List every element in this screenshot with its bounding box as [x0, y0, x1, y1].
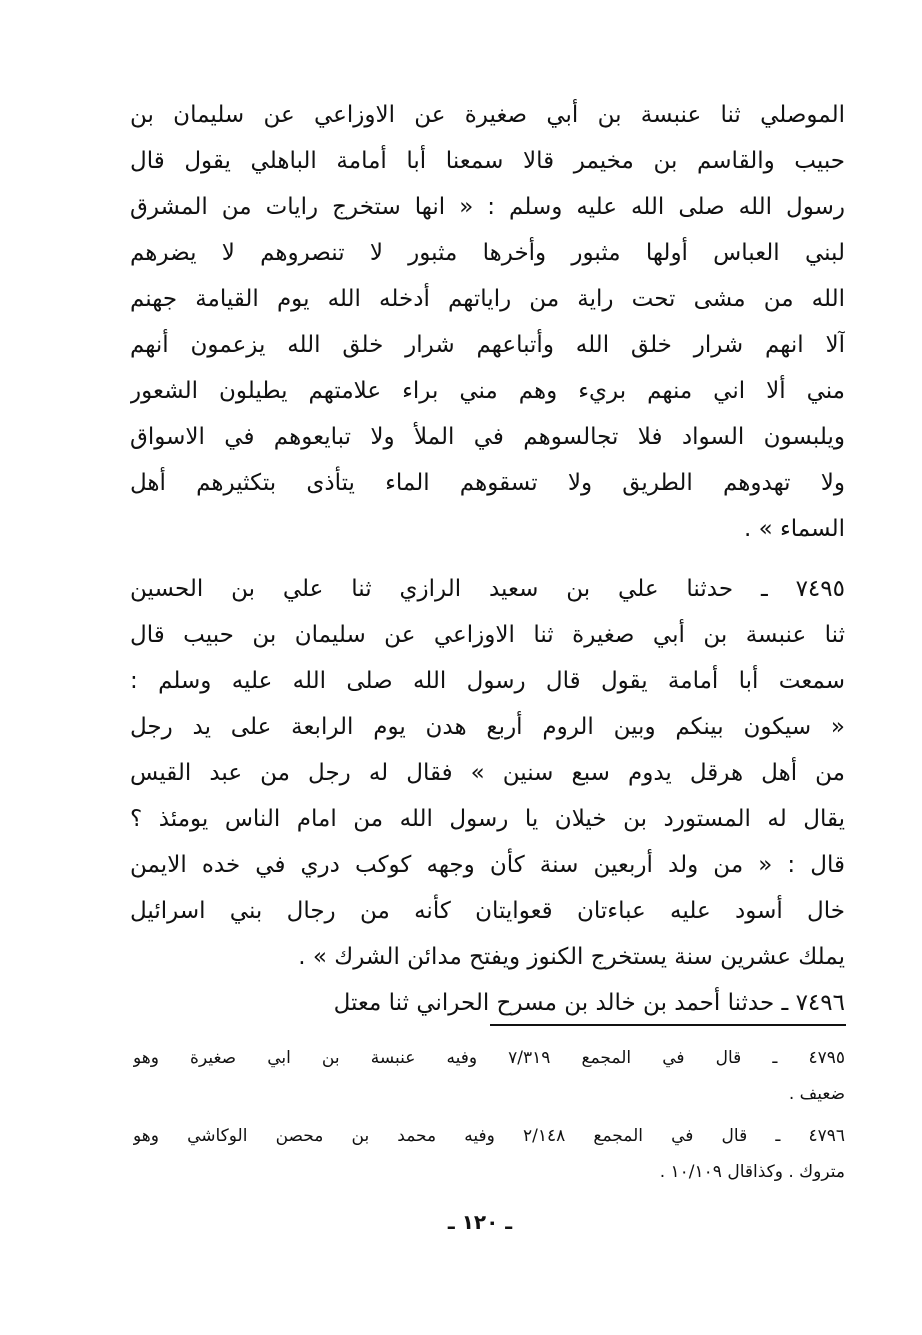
paragraph-hadith-continuation — [130, 92, 845, 552]
text-line: ثنا عنبسة بن أبي صغيرة ثنا الاوزاعي عن سليمان بن حبيب قال — [130, 622, 845, 648]
text-line: « سيكون بينكم وبين الروم أربع هدن يوم الرابعة على يد رجل — [130, 714, 845, 740]
text-line: ولا تهدوهم الطريق ولا تسقوهم الماء يتأذى بتكثيرهم أهل — [130, 470, 845, 496]
main-text-block — [130, 92, 845, 1026]
footnote-line: ضعيف . — [788, 1084, 845, 1104]
paragraph-hadith-7495 — [130, 566, 845, 980]
text-line: الله من مشى تحت راية من راياتهم أدخله الله يوم القيامة جهنم — [130, 286, 845, 312]
text-line: رسول الله صلى الله عليه وسلم : « انها ستخرج رايات من المشرق — [130, 194, 845, 220]
footnotes-block — [133, 1040, 845, 1190]
text-line: الموصلي ثنا عنبسة بن أبي صغيرة عن الاوزاعي عن سليمان بن — [130, 102, 845, 128]
text-line: ويلبسون السواد فلا تجالسوهم في الملأ ولا تبايعوهم في الاسواق — [130, 424, 845, 450]
text-line: ٧٤٩٥ ـ حدثنا علي بن سعيد الرازي ثنا علي بن الحسين — [130, 576, 845, 602]
page-number: ـ ١٢٠ ـ — [447, 1210, 513, 1234]
text-line: لبني العباس أولها مثبور وأخرها مثبور لا تنصروهم لا يضرهم — [130, 240, 845, 266]
footnote-4795 — [133, 1040, 845, 1112]
text-line: السماء » . — [743, 516, 845, 542]
text-line: يقال له المستورد بن خيلان يا رسول الله من امام الناس يومئذ ؟ — [130, 806, 845, 832]
text-line: ٧٤٩٦ ـ حدثنا أحمد بن خالد بن مسرح الحراني ثنا معتل — [333, 990, 845, 1016]
text-line: مني ألا اني منهم بريء وهم مني براء علامتهم يطيلون الشعور — [130, 378, 845, 404]
footnote-4796 — [133, 1118, 845, 1190]
text-line: آلا انهم شرار خلق الله وأتباعهم شرار خلق الله يزعمون أنهم — [130, 332, 845, 358]
text-line: من أهل هرقل يدوم سبع سنين » فقال له رجل من عبد القيس — [130, 760, 845, 786]
text-line: سمعت أبا أمامة يقول قال رسول الله صلى الله عليه وسلم : — [130, 668, 845, 694]
paragraph-hadith-7496 — [130, 980, 845, 1026]
text-line: خال أسود عليه عباءتان قعوايتان كأنه من رجال بني اسرائيل — [130, 898, 845, 924]
text-line: يملك عشرين سنة يستخرج الكنوز ويفتح مدائن الشرك » . — [298, 944, 845, 970]
footnote-divider — [490, 1024, 846, 1026]
footnote-line: متروك . وكذاقال ١٠/١٠٩ . — [659, 1162, 845, 1182]
text-line: حبيب والقاسم بن مخيمر قالا سمعنا أبا أمامة الباهلي يقول قال — [130, 148, 845, 174]
text-line: قال : « من ولد أربعين سنة كأن وجهه كوكب دري في خده الايمن — [130, 852, 845, 878]
footnote-line: ٤٧٩٥ ـ قال في المجمع ٧/٣١٩ وفيه عنبسة بن ابي صغيرة وهو — [133, 1048, 845, 1068]
footnote-line: ٤٧٩٦ ـ قال في المجمع ٢/١٤٨ وفيه محمد بن محصن الوكاشي وهو — [133, 1126, 845, 1146]
